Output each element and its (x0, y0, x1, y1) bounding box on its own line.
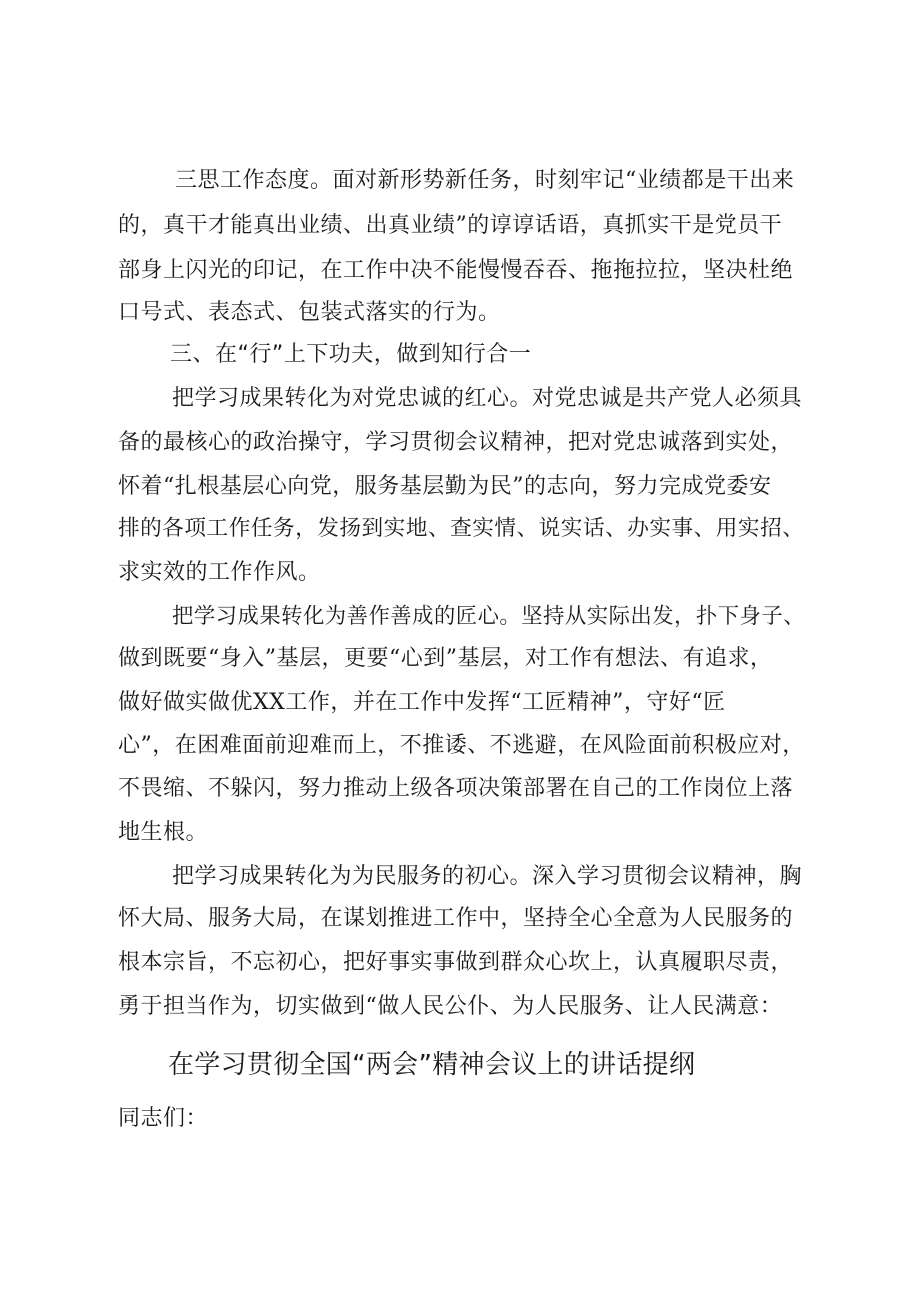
paragraph-1-line-2: 的，真干才能真出业绩、出真业绩”的谆谆话语，真抓实干是党员干 (118, 213, 783, 238)
paragraph-2-line-1: 把学习成果转化为对党忠诚的红心。对党忠诚是共产党人必须具 (172, 386, 803, 411)
paragraph-3-line-2: 做到既要“身入”基层，更要“心到”基层，对工作有想法、有追求， (118, 646, 773, 671)
paragraph-1-line-3: 部身上闪光的印记，在工作中决不能慢慢吞吞、拖拖拉拉，坚决杜绝 (118, 258, 794, 283)
paragraph-2-line-4: 排的各项工作任务，发扬到实地、查实情、说实话、办实事、用实招、 (118, 516, 805, 541)
paragraph-3-line-6: 地生根。 (118, 820, 209, 845)
paragraph-2-line-3: 怀着“扎根基层心向党，服务基层勤为民”的志向，努力完成党委安 (118, 474, 772, 499)
paragraph-1-line-4: 口号式、表态式、包装式落实的行为。 (118, 300, 501, 325)
paragraph-3-line-5: 不畏缩、不躲闪，努力推动上级各项决策部署在自己的工作岗位上落 (118, 776, 794, 801)
paragraph-1-line-1: 三思工作态度。面对新形势新任务，时刻牢记“业绩都是干出来 (175, 168, 795, 193)
paragraph-4-line-2: 怀大局、服务大局，在谋划推进工作中，坚持全心全意为人民服务的 (118, 906, 794, 931)
paragraph-3-line-4: 心”，在困难面前迎难而上，不推诿、不逃避，在风险面前积极应对， (118, 733, 805, 758)
paragraph-3-line-1: 把学习成果转化为善作善成的匠心。坚持从实际出发，扑下身子、 (172, 604, 806, 629)
paragraph-2-line-5: 求实效的工作作风。 (118, 560, 321, 585)
paragraph-4-line-3: 根本宗旨，不忘初心，把好事实事做到群众心坎上，认真履职尽责， (118, 950, 794, 975)
paragraph-4-line-1: 把学习成果转化为为民服务的初心。深入学习贯彻会议精神，胸 (172, 864, 803, 889)
paragraph-3-line-3: 做好做实做优XX工作，并在工作中发挥“工匠精神”，守好“匠 (118, 690, 726, 715)
salutation: 同志们： (118, 1106, 209, 1131)
paragraph-4-line-4: 勇于担当作为，切实做到“做人民公仆、为人民服务、让人民满意： (118, 994, 783, 1019)
paragraph-2-line-2: 备的最核心的政治操守，学习贯彻会议精神，把对党忠诚落到实处， (118, 430, 794, 455)
speech-title: 在学习贯彻全国“两会”精神会议上的讲话提纲 (168, 1050, 696, 1080)
section-heading: 三、在“行”上下功夫，做到知行合一 (170, 342, 532, 367)
